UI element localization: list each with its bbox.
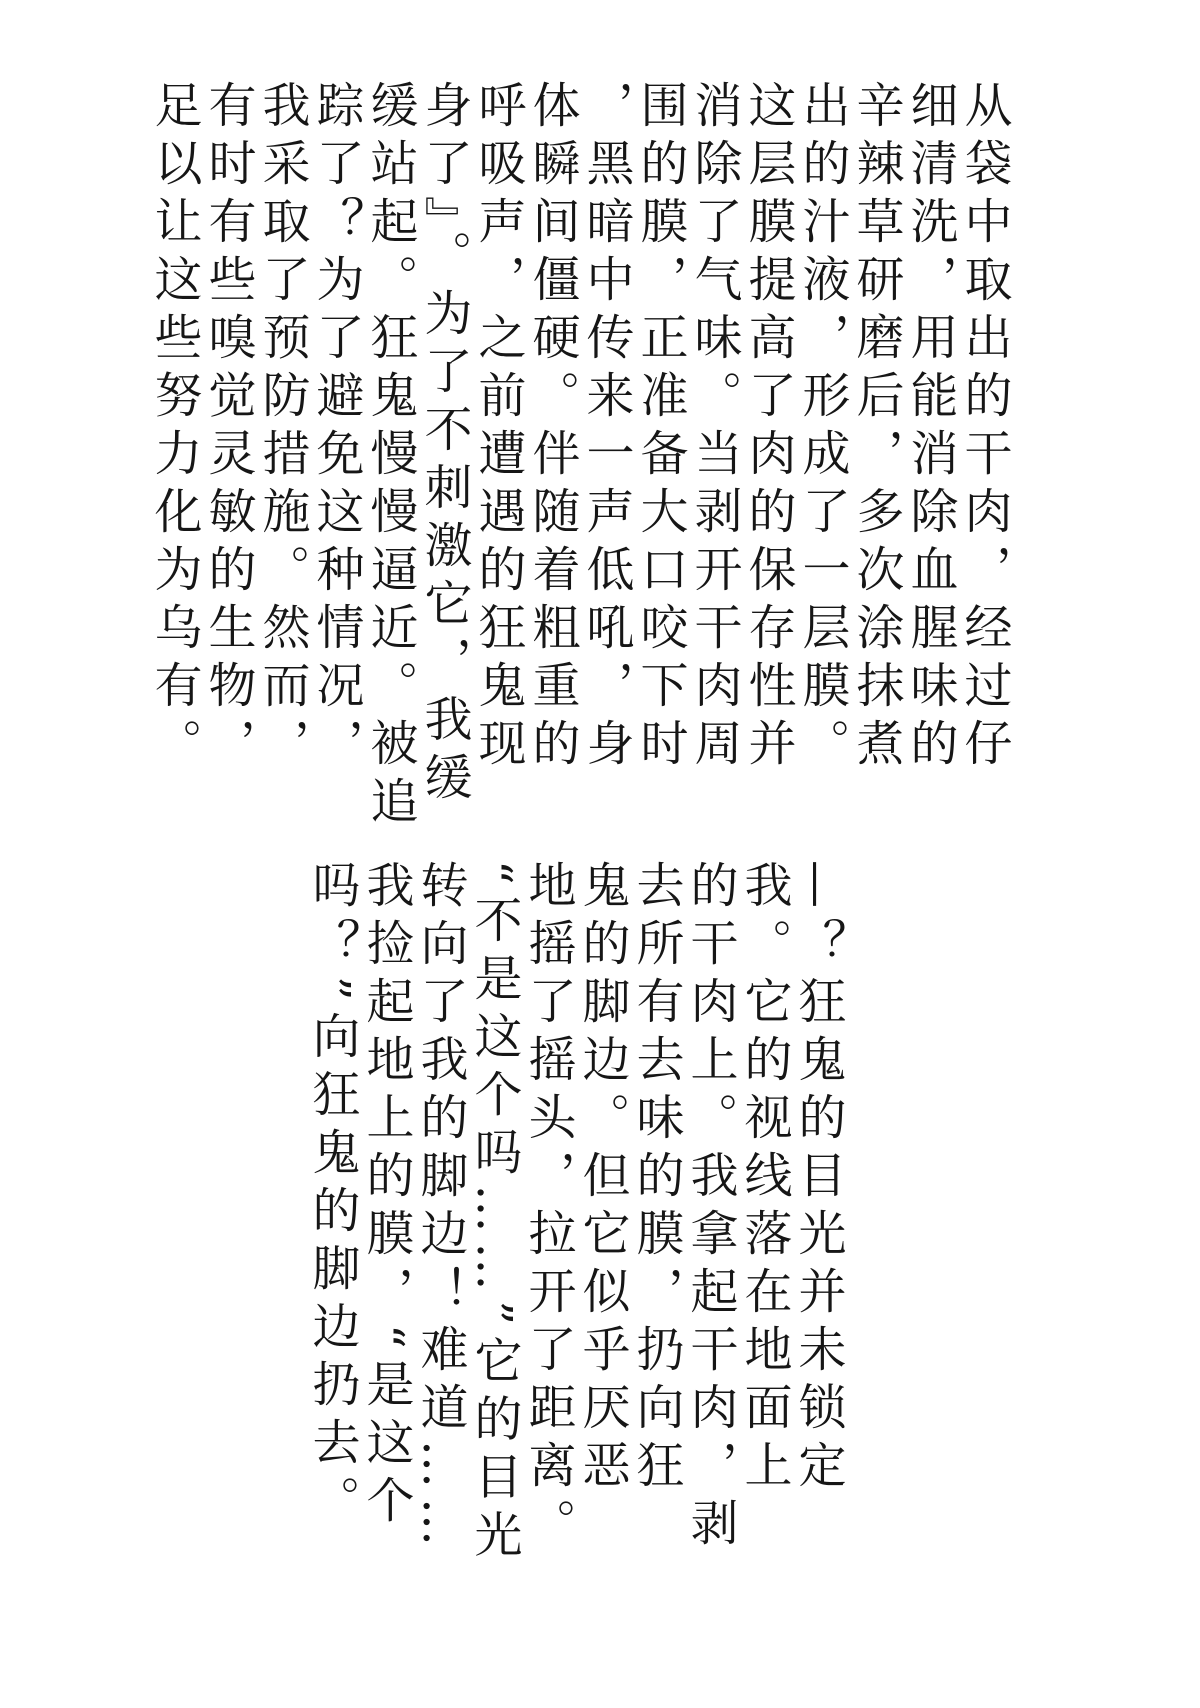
text-column: 我。它的视线落在地面上 (736, 860, 792, 1498)
text-column: 这层膜提高了肉的保存性并 (740, 80, 796, 776)
text-column: 围的膜，正准备大口咬下时 (632, 80, 688, 776)
text-column: 吗？”向狂鬼的脚边扔去。 (304, 860, 360, 1533)
text-column: 缓站起。狂鬼慢慢逼近。被追 (362, 80, 418, 834)
text-column: 地摇了摇头，拉开了距离。 (520, 860, 576, 1556)
text-column: 出的汁液，形成了一层膜。 (794, 80, 850, 776)
text-column: 细清洗，用能消除血腥味的 (902, 80, 958, 776)
text-block-bottom (305, 860, 845, 1680)
text-column: “不是这个吗……”它的目光 (466, 860, 522, 1568)
text-column: 有时有些嗅觉灵敏的生物， (200, 80, 256, 776)
text-column: 去所有去味的膜，扔向狂 (628, 860, 684, 1498)
text-column: ，黑暗中传来一声低吼，身 (578, 80, 634, 776)
text-column: 我采取了预防措施。然而， (254, 80, 310, 776)
text-column: 辛辣草研磨后，多次涂抹煮 (848, 80, 904, 776)
text-column: 呼吸声，之前遭遇的狂鬼现 (470, 80, 526, 776)
text-column: 从袋中取出的干肉，经过仔 (956, 80, 1012, 776)
text-column: 转向了我的脚边！难道…… (412, 860, 468, 1556)
text-column: 体瞬间僵硬。伴随着粗重的 (524, 80, 580, 776)
text-column: 我捡起地上的膜，“是这个 (358, 860, 414, 1533)
text-column: 身了』。为了不刺激它，我缓 (416, 80, 472, 810)
text-column: 的干肉上。我拿起干肉，剥 (682, 860, 738, 1556)
text-column: 鬼的脚边。但它似乎厌恶 (574, 860, 630, 1498)
text-column: 足以让这些努力化为乌有。 (146, 80, 202, 776)
text-column: 消除了气味。当剥开干肉周 (686, 80, 742, 776)
text-column: 踪了？为了避免这种情况， (308, 80, 364, 776)
text-block-top (147, 80, 1011, 860)
text-column: —？狂鬼的目光并未锁定 (790, 860, 846, 1498)
